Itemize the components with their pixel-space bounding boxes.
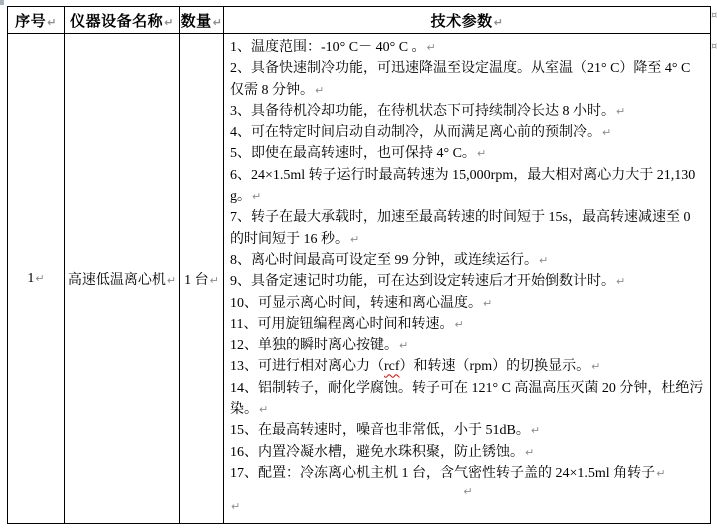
paragraph-mark: ↵ [212,15,223,29]
row-index-value: 1 [27,270,35,286]
end-of-row-mark: ¤ [711,10,717,21]
parameter-item: 16、内置冷凝水槽，避免水珠积聚，防止锈蚀。↵ [230,444,535,460]
parameter-item: 14、铝制转子，耐化学腐蚀。转子可在 121° C 高温高压灭菌 20 分钟，杜绝污染。↵ [230,380,704,418]
parameter-item: 2、具备快速制冷功能，可迅速降温至设定温度。从室温（21° C）降至 4° C 仅需 8 分钟。↵ [230,61,691,98]
paragraph-mark: ↵ [164,15,174,29]
paragraph-mark: ↵ [209,273,219,287]
parameter-item: 5、即使在最高转速时，也可保持 4° C。↵ [230,146,487,162]
paragraph-mark: ↵ [525,445,535,459]
paragraph-mark: ↵ [350,232,360,246]
paragraph-mark: ↵ [539,253,549,267]
parameter-item: 15、在最高转速时，噪音也非常低，小于 51dB。↵ [230,423,541,439]
parameter-item: 7、转子在最大承载时，加速至最高转速的时间短于 15s，最高转速减速至 0 的时间短于 16 秒。↵ [230,210,691,247]
paragraph-mark: ↵ [399,339,409,353]
parameter-item: 12、单独的瞬时离心按键。↵ [230,338,409,354]
column-header-index-label: 序号 [15,13,47,30]
parameter-item: 1、温度范围：-10° C－ 40° C 。↵ [230,40,436,55]
table-row [8,34,711,524]
paragraph-mark: ↵ [259,403,269,417]
empty-paragraph [230,484,705,499]
column-header-quantity[interactable] [180,7,224,34]
end-of-row-mark: ¤ [711,41,717,52]
cell-technical-parameters[interactable] [224,34,711,524]
parameter-item: 6、24×1.5ml 转子运行时最高转速为 15,000rpm，最大相对离心力大于 21,130g。↵ [230,167,696,205]
paragraph-mark: ↵ [231,500,241,514]
paragraph-mark: ↵ [493,15,504,29]
spellcheck-underline: rcf [384,359,400,375]
paragraph-mark: ↵ [476,147,487,161]
parameter-item: 11、可用旋钮编程离心时间和转速。↵ [230,316,464,332]
paragraph-mark: ↵ [591,360,601,374]
column-header-technical-parameters[interactable] [224,7,711,34]
paragraph-mark: ↵ [616,275,626,289]
quantity-value: 1 台 [184,272,209,288]
paragraph-mark: ↵ [426,41,436,54]
parameter-item: 10、可显示离心时间，转速和离心温度。↵ [230,295,493,311]
parameter-item: 8、离心时间最高可设定至 99 分钟，或连续运行。↵ [230,252,549,268]
cell-equipment-name[interactable] [65,34,180,524]
parameter-item: 13、可进行相对离心力（rcf）和转速（rpm）的切换显示。↵ [230,359,601,375]
equipment-name-value: 高速低温离心机 [67,272,166,288]
parameter-item: 4、可在特定时间启动自动制冷，从而满足离心前的预制冷。↵ [230,125,612,141]
paragraph-mark: ↵ [656,466,666,480]
column-header-equipment-name-label: 仪器设备名称 [70,13,164,30]
equipment-spec-table [7,6,711,524]
empty-paragraph [230,499,705,514]
paragraph-mark: ↵ [616,104,626,118]
column-header-equipment-name[interactable] [65,7,180,34]
cell-quantity[interactable] [180,34,224,524]
paragraph-mark: ↵ [47,15,57,29]
parameter-item: 3、具备待机冷却功能，在待机状态下可持续制冷长达 8 小时。↵ [230,103,626,119]
paragraph-mark: ↵ [315,83,325,97]
paragraph-mark: ↵ [530,424,541,438]
column-header-index[interactable] [8,7,65,34]
column-header-technical-parameters-label: 技术参数 [430,13,493,30]
cell-index[interactable] [8,34,65,524]
parameters-list [230,37,705,514]
column-header-quantity-label: 数量 [180,13,212,30]
paragraph-mark: ↵ [252,190,262,204]
paragraph-mark: ↵ [454,317,464,331]
paragraph-mark: ↵ [463,485,473,499]
paragraph-mark: ↵ [483,296,493,310]
parameter-item: 9、具备定速记时功能，可在达到设定转速后才开始倒数计时。↵ [230,274,626,290]
parameter-item: 17、配置：冷冻离心机主机 1 台，含气密性转子盖的 24×1.5ml 角转子↵ [230,465,666,481]
table-handle-artifact [0,0,4,5]
paragraph-mark: ↵ [602,126,612,140]
paragraph-mark: ↵ [166,273,177,287]
paragraph-mark: ↵ [35,271,45,285]
table-header-row [8,7,711,34]
